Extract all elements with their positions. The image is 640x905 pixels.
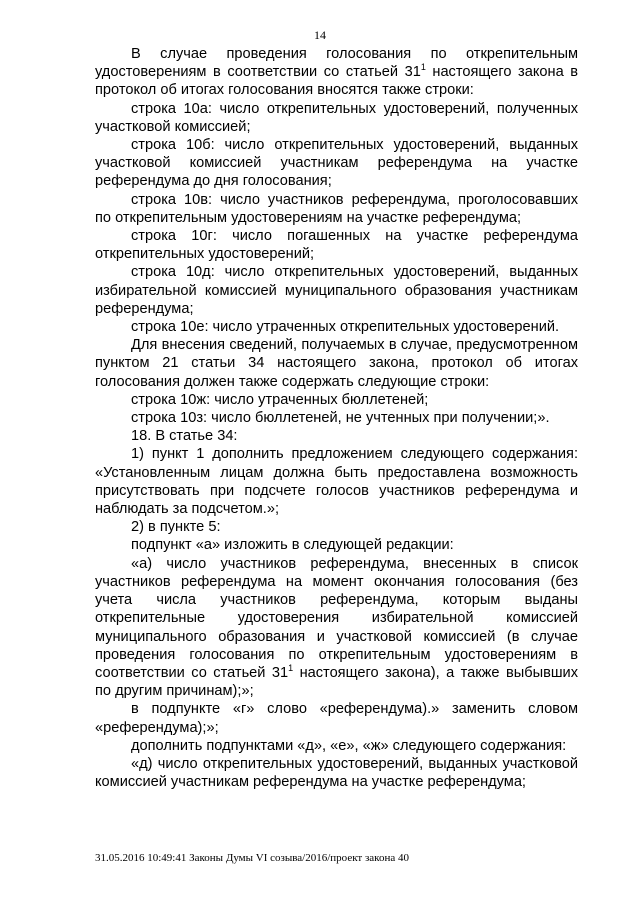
paragraph-subitem-1: 1) пункт 1 дополнить предложением следующего содержания: «Установленным лицам должна быть предоставлена возможность присутствовать при подсчете голосов участников референдума и наблюдать за подсчетом.»;	[95, 446, 578, 518]
paragraph-line-10b: строка 10б: число открепительных удостоверений, выданных участковой комиссией участникам референдума на участке референдума до дня голосования;	[95, 137, 578, 190]
paragraph-line-10a: строка 10а: число открепительных удостоверений, полученных участковой комиссией;	[95, 100, 578, 135]
paragraph-line-10zh: строка 10ж: число утраченных бюллетеней;	[131, 391, 429, 408]
paragraph-additional-lines: Для внесения сведений, получаемых в случае, предусмотренном пунктом 21 статьи 34 настоящего закона, протокол об итогах голосования должен также содержать следующие строки:	[95, 337, 578, 390]
superscript: 1	[420, 62, 426, 73]
paragraph-subpoint-g: в подпункте «г» слово «референдума).» заменить словом «референдума);»;	[95, 701, 578, 736]
paragraph-subitem-2: 2) в пункте 5:	[131, 519, 221, 536]
document-body	[95, 45, 578, 791]
paragraph-item-18: 18. В статье 34:	[131, 428, 238, 445]
paragraph-text: настоящего закона в протокол об итогах голосования вносятся также строки:	[95, 64, 578, 99]
paragraph-subpoint-a-text	[95, 555, 578, 701]
superscript: 1	[288, 663, 294, 674]
paragraph-subpoint-a: подпункт «а» изложить в следующей редакции:	[131, 537, 454, 554]
footer: 31.05.2016 10:49:41 Законы Думы VI созыва/2016/проект закона 40	[95, 852, 409, 864]
paragraph-intro	[95, 45, 578, 100]
paragraph-line-10g: строка 10г: число погашенных на участке референдума открепительных удостоверений;	[95, 228, 578, 263]
paragraph-add-subpoints: дополнить подпунктами «д», «е», «ж» следующего содержания:	[131, 737, 567, 754]
paragraph-line-10v: строка 10в: число участников референдума, проголосовавших по открепительным удостоверениям на участке референдума;	[95, 191, 578, 226]
paragraph-line-10z: строка 10з: число бюллетеней, не учтенных при получении;».	[131, 410, 550, 427]
paragraph-text: настоящего закона), а также выбывших по другим причинам);»;	[95, 664, 578, 700]
paragraph-line-10e: строка 10е: число утраченных открепительных удостоверений.	[131, 319, 560, 336]
paragraph-text: «а) число участников референдума, внесенных в список участников референдума на момент окончания голосования (без учета числа участников референдума, которым выданы открепительные удостоверения избирательной комиссией муниципального образования и участковой комиссией (в случае проведения голосования по открепительным удостоверениям в соответствии со статьей 31	[95, 555, 578, 681]
paragraph-line-10d: строка 10д: число открепительных удостоверений, выданных избирательной комиссией муниципального образования участникам референдума;	[95, 264, 578, 317]
paragraph-text: В случае проведения голосования по открепительным удостоверениям в соответствии со статьей 31	[95, 46, 578, 81]
paragraph-subpoint-d: «д) число открепительных удостоверений, выданных участковой комиссией участникам референдума на участке референдума;	[95, 755, 578, 791]
page-number: 14	[314, 28, 326, 42]
